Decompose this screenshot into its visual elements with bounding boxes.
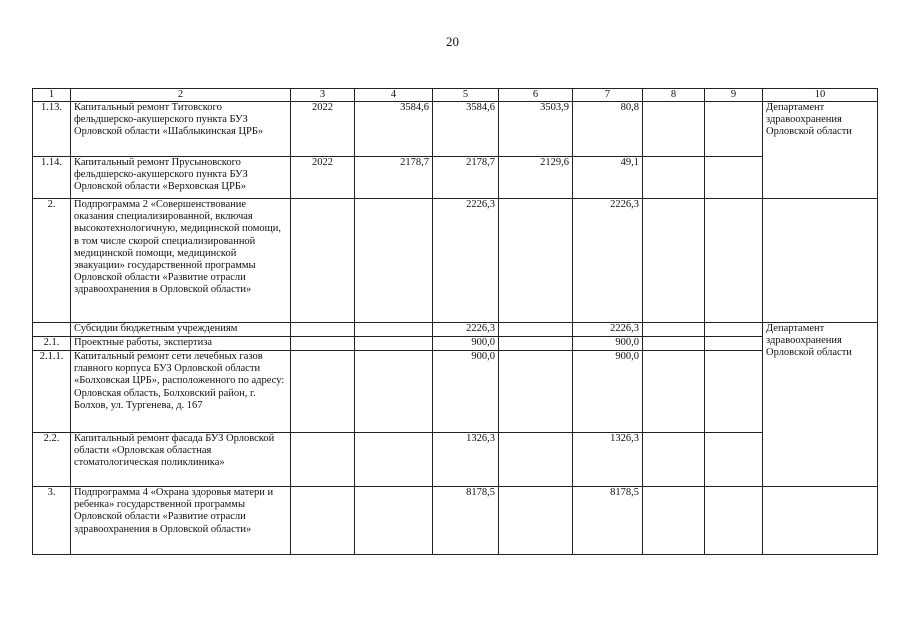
- row-year: [291, 351, 355, 433]
- row-value-col9: [705, 351, 763, 433]
- column-header: 10: [763, 89, 878, 102]
- row-year: [291, 487, 355, 555]
- table-row: [33, 102, 878, 157]
- row-year: [291, 337, 355, 351]
- row-value-col7: 2226,3: [573, 199, 643, 323]
- column-header: 5: [433, 89, 499, 102]
- row-value-col9: [705, 199, 763, 323]
- row-value-col6: 3503,9: [499, 102, 573, 157]
- budget-table: [32, 88, 878, 555]
- row-number: 2.: [33, 199, 71, 323]
- row-value-col8: [643, 323, 705, 337]
- row-value-col8: [643, 337, 705, 351]
- row-value-col6: [499, 199, 573, 323]
- row-value-col8: [643, 102, 705, 157]
- table-row: [33, 199, 878, 323]
- row-number: 3.: [33, 487, 71, 555]
- row-value-col4: [355, 487, 433, 555]
- row-value-col6: [499, 323, 573, 337]
- row-number: 1.13.: [33, 102, 71, 157]
- table-row: [33, 323, 878, 337]
- row-value-col7: 1326,3: [573, 433, 643, 487]
- row-value-col5: 1326,3: [433, 433, 499, 487]
- page-number: 20: [446, 34, 459, 49]
- column-header: 3: [291, 89, 355, 102]
- row-number: 2.2.: [33, 433, 71, 487]
- row-value-col7: 49,1: [573, 157, 643, 199]
- row-year: 2022: [291, 157, 355, 199]
- row-value-col7: 900,0: [573, 337, 643, 351]
- row-value-col10: [763, 199, 878, 323]
- row-value-col6: [499, 337, 573, 351]
- row-value-col4: 3584,6: [355, 102, 433, 157]
- column-header: 6: [499, 89, 573, 102]
- row-name: Капитальный ремонт Прусыновского фельдшерско-акушерского пункта БУЗ Орловской области «Верховская ЦРБ»: [71, 157, 291, 199]
- table-row: [33, 487, 878, 555]
- row-value-col5: 8178,5: [433, 487, 499, 555]
- row-name: Капитальный ремонт Титовского фельдшерско-акушерского пункта БУЗ Орловской области «Шаблыкинская ЦРБ»: [71, 102, 291, 157]
- row-value-col9: [705, 102, 763, 157]
- row-name: Подпрограмма 4 «Охрана здоровья матери и ребенка» государственной программы Орловской области «Развитие отрасли здравоохранения в Орловской области»: [71, 487, 291, 555]
- row-value-col9: [705, 157, 763, 199]
- row-value-col5: 3584,6: [433, 102, 499, 157]
- row-name: Капитальный ремонт фасада БУЗ Орловской области «Орловская областная стоматологическая поликлиника»: [71, 433, 291, 487]
- row-year: [291, 323, 355, 337]
- column-header: 4: [355, 89, 433, 102]
- row-year: [291, 199, 355, 323]
- row-value-col8: [643, 157, 705, 199]
- row-year: [291, 433, 355, 487]
- row-value-col6: 2129,6: [499, 157, 573, 199]
- row-value-col9: [705, 337, 763, 351]
- row-value-col10: [763, 487, 878, 555]
- row-value-col7: 80,8: [573, 102, 643, 157]
- row-value-col5: 2226,3: [433, 199, 499, 323]
- row-value-col9: [705, 433, 763, 487]
- header-row: [33, 89, 878, 102]
- department-cell: Департамент здравоохранения Орловской области: [763, 102, 878, 199]
- row-number: [33, 323, 71, 337]
- row-value-col7: 2226,3: [573, 323, 643, 337]
- row-value-col8: [643, 433, 705, 487]
- row-value-col8: [643, 351, 705, 433]
- row-name: Проектные работы, экспертиза: [71, 337, 291, 351]
- department-cell: Департамент здравоохранения Орловской области: [763, 323, 878, 487]
- column-header: 8: [643, 89, 705, 102]
- row-value-col7: 900,0: [573, 351, 643, 433]
- row-value-col6: [499, 487, 573, 555]
- row-year: 2022: [291, 102, 355, 157]
- row-value-col4: 2178,7: [355, 157, 433, 199]
- row-value-col6: [499, 433, 573, 487]
- row-number: 1.14.: [33, 157, 71, 199]
- row-value-col4: [355, 337, 433, 351]
- column-header: 9: [705, 89, 763, 102]
- column-header: 1: [33, 89, 71, 102]
- row-value-col8: [643, 487, 705, 555]
- row-value-col5: 900,0: [433, 337, 499, 351]
- row-value-col4: [355, 433, 433, 487]
- row-value-col5: 2178,7: [433, 157, 499, 199]
- row-number: 2.1.: [33, 337, 71, 351]
- row-number: 2.1.1.: [33, 351, 71, 433]
- row-name: Капитальный ремонт сети лечебных газов главного корпуса БУЗ Орловской области «Болховская ЦРБ», расположенного по адресу: Орловская область, Болховский район, г. Болхов, ул. Тургенева, д. 167: [71, 351, 291, 433]
- table-row: [33, 157, 878, 199]
- row-value-col5: 2226,3: [433, 323, 499, 337]
- row-value-col4: [355, 199, 433, 323]
- row-value-col4: [355, 351, 433, 433]
- column-header: 7: [573, 89, 643, 102]
- row-name: Субсидии бюджетным учреждениям: [71, 323, 291, 337]
- row-value-col6: [499, 351, 573, 433]
- table-row: [33, 433, 878, 487]
- row-value-col9: [705, 323, 763, 337]
- row-name: Подпрограмма 2 «Совершенствование оказания специализированной, включая высокотехнологичную, медицинской помощи, в том числе скорой специализированной медицинской помощи, медицинской эвакуации» государственной программы Орловской области «Развитие отрасли здравоохранения в Орловской области»: [71, 199, 291, 323]
- table-row: [33, 351, 878, 433]
- column-header: 2: [71, 89, 291, 102]
- row-value-col9: [705, 487, 763, 555]
- row-value-col5: 900,0: [433, 351, 499, 433]
- table-row: [33, 337, 878, 351]
- row-value-col7: 8178,5: [573, 487, 643, 555]
- row-value-col8: [643, 199, 705, 323]
- row-value-col4: [355, 323, 433, 337]
